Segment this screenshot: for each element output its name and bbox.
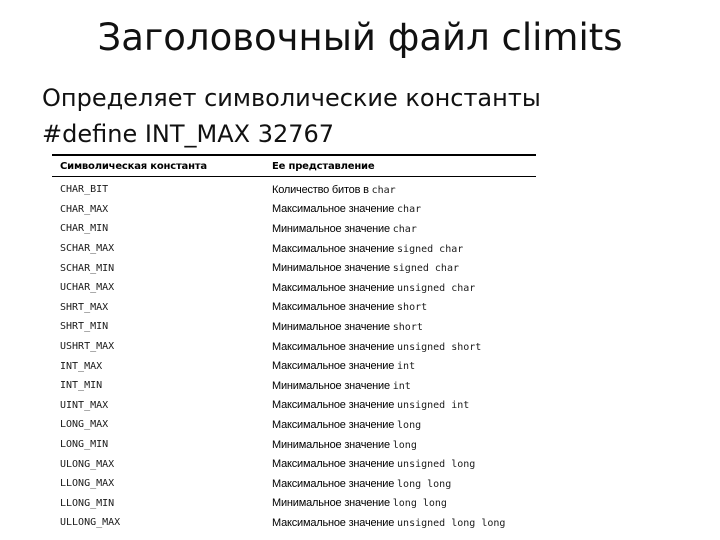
representation-text: Максимальное значение	[272, 242, 398, 255]
table-row	[52, 396, 536, 416]
constant-name: SHRT_MIN	[60, 321, 109, 333]
table-header	[52, 156, 536, 177]
table-row	[52, 180, 536, 200]
constant-representation	[264, 282, 536, 294]
constant-representation	[264, 497, 536, 509]
representation-text: Минимальное значение	[272, 222, 393, 235]
constant-representation	[264, 478, 536, 490]
representation-text: Максимальное значение	[272, 203, 398, 216]
table-row	[52, 219, 536, 239]
representation-type: char	[397, 204, 422, 216]
constant-representation	[264, 243, 536, 255]
representation-type: unsigned long long	[397, 517, 506, 529]
constant-representation	[264, 439, 536, 451]
table-row	[52, 200, 536, 220]
constant-representation	[264, 360, 536, 372]
constant-representation	[264, 399, 536, 411]
representation-type: unsigned int	[397, 400, 470, 412]
table-row	[52, 513, 536, 533]
representation-text: Максимальное значение	[272, 458, 398, 471]
constant-representation	[264, 262, 536, 274]
representation-type: short	[392, 321, 423, 333]
constant-name: CHAR_BIT	[60, 184, 109, 196]
constant-representation	[264, 223, 536, 235]
representation-type: long	[392, 439, 417, 451]
constant-name: UCHAR_MAX	[60, 282, 115, 294]
constant-name: CHAR_MIN	[60, 223, 109, 235]
constant-name: CHAR_MAX	[60, 203, 109, 215]
constant-representation	[264, 419, 536, 431]
constant-name: SCHAR_MIN	[60, 262, 115, 274]
table-row	[52, 415, 536, 435]
header-constant: Символическая константа	[60, 160, 207, 172]
table-row	[52, 239, 536, 259]
table-row	[52, 474, 536, 494]
header-representation: Ее представление	[272, 160, 375, 172]
constant-name: ULONG_MAX	[60, 458, 115, 470]
constant-representation	[264, 380, 536, 392]
representation-type: unsigned char	[397, 282, 476, 294]
constant-name: ULLONG_MAX	[60, 517, 121, 529]
representation-text: Минимальное значение	[272, 497, 393, 510]
representation-text: Максимальное значение	[272, 281, 398, 294]
table-row	[52, 376, 536, 396]
representation-type: long long	[392, 498, 447, 510]
constant-name: LLONG_MAX	[60, 478, 115, 490]
define-line: #define INT_MAX 32767	[42, 120, 335, 148]
table-row	[52, 317, 536, 337]
representation-type: char	[371, 184, 396, 196]
representation-type: long	[397, 419, 422, 431]
table-row	[52, 278, 536, 298]
representation-type: int	[397, 361, 416, 373]
representation-text: Максимальное значение	[272, 340, 398, 353]
constant-representation	[264, 458, 536, 470]
representation-text: Минимальное значение	[272, 320, 393, 333]
constant-name: LONG_MIN	[60, 439, 109, 451]
slide-title: Заголовочный файл climits	[97, 16, 623, 59]
representation-text: Максимальное значение	[272, 301, 398, 314]
representation-text: Максимальное значение	[272, 516, 398, 529]
constants-table	[52, 154, 536, 533]
representation-text: Минимальное значение	[272, 438, 393, 451]
constant-name: SCHAR_MAX	[60, 243, 115, 255]
table-row	[52, 356, 536, 376]
representation-type: signed char	[392, 263, 459, 275]
representation-text: Минимальное значение	[272, 379, 393, 392]
intro-line: Определяет символические константы	[42, 84, 541, 112]
table-body	[52, 177, 536, 533]
constant-name: USHRT_MAX	[60, 341, 115, 353]
table-row	[52, 494, 536, 514]
representation-type: int	[392, 380, 411, 392]
constant-representation	[264, 517, 536, 529]
constant-representation	[264, 203, 536, 215]
constant-name: INT_MAX	[60, 360, 103, 372]
representation-type: unsigned short	[397, 341, 482, 353]
constant-representation	[264, 341, 536, 353]
representation-text: Количество битов в	[272, 183, 372, 196]
representation-text: Максимальное значение	[272, 477, 398, 490]
representation-text: Максимальное значение	[272, 418, 398, 431]
representation-text: Максимальное значение	[272, 360, 398, 373]
constant-representation	[264, 184, 536, 196]
representation-type: long long	[397, 478, 452, 490]
representation-text: Минимальное значение	[272, 262, 393, 275]
constant-name: UINT_MAX	[60, 399, 109, 411]
constant-name: SHRT_MAX	[60, 301, 109, 313]
representation-text: Максимальное значение	[272, 399, 398, 412]
representation-type: signed char	[397, 243, 464, 255]
table-row	[52, 337, 536, 357]
constant-representation	[264, 321, 536, 333]
constant-name: INT_MIN	[60, 380, 103, 392]
constant-representation	[264, 301, 536, 313]
table-row	[52, 298, 536, 318]
table-row	[52, 435, 536, 455]
constant-name: LONG_MAX	[60, 419, 109, 431]
constant-name: LLONG_MIN	[60, 497, 115, 509]
table-row	[52, 258, 536, 278]
representation-type: unsigned long	[397, 459, 476, 471]
representation-type: short	[397, 302, 428, 314]
representation-type: char	[392, 223, 417, 235]
table-row	[52, 454, 536, 474]
